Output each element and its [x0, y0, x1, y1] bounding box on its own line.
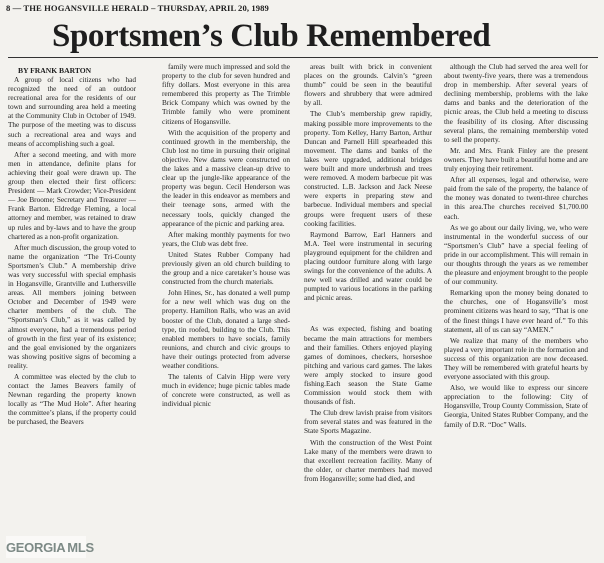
- watermark-name: GEORGIA: [6, 539, 66, 555]
- paragraph: Mr. and Mrs. Frank Finley are the present owners. They have built a beautiful home and are truly enjoying their retirement.: [444, 146, 588, 174]
- article-column-3: [304, 63, 432, 548]
- paragraph: A group of local citizens who had recognized the need of an outdoor recreational area for the residents of our town and surrounding area held a meeting at the Community Club in October of 1949. The purpose of the meeting was to discuss such a recreational area and ways and means of accomplishing such a goal.: [8, 76, 136, 148]
- paragraph: family were much impressed and sold the property to the club for seven hundred and fifty dollars. Most everyone in this area remembered this property as The Trimble Brick Company which was owned by the Trimble family who were prominent citizens of Hogansville.: [162, 63, 290, 126]
- paragraph: United States Rubber Company had previously given an old church building to the group and a nice caretaker’s house was constructed from the church materials.: [162, 250, 290, 287]
- paragraph: As we go about our daily living, we, who were instrumental in the wonderful success of our “Sportsmen’s Club” have a special feeling of pride in our accomplishment. This will remain in our thoughts through the years as we remember the pleasure and enjoyment brought to the people of our community.: [444, 223, 588, 287]
- paragraph: The Club drew lavish praise from visitors from several states and was featured in the State Sports Magazine.: [304, 409, 432, 436]
- headline: Sportsmen’s Club Remembered: [52, 18, 491, 54]
- paragraph: After much discussion, the group voted to name the organization “The Tri-County Sportsmen’s Club.” A membership drive was very successful with special emphasis in Hogansville, Grantville and Luthersville areas. All members joining between October and December of 1949 were charter members of the club. The “Sportsman’s Club,” as it was called by almost everyone, had a tremendous period of growth in the first year of its existence; and the goal envisioned by the organizers was showing positive signs of becoming a reality.: [8, 243, 136, 370]
- paragraph: areas built with brick in convenient places on the grounds. Calvin’s “green thumb” could be seen in the beautiful flowers and shrubbery that were admired by all.: [304, 63, 432, 108]
- headline-rule: [8, 57, 598, 58]
- paragraph: With the acquisition of the property and continued growth in the membership, the Club lost no time in pursuing their original objective. New dams were constructed on the lakes and a massive clean-up drive to clear up the jungle-like appearance of the property was begun. Cecil Henderson was the leader in this endeavor as members and their teenage sons, armed with the necessary tools, quickly changed the appearance of the picnic and parking area.: [162, 128, 290, 228]
- paragraph: Raymond Barrow, Earl Hanners and M.A. Teel were instrumental in securing playground equipment for the children and placing outdoor furniture along with large swings for the convenience of the adults. A new well was drilled and water could be pumpted to various locations in the parking and picnic areas.: [304, 230, 432, 303]
- georgia-mls-watermark: [6, 536, 94, 558]
- paragraph: although the Club had served the area well for about twenty-five years, there was a tremendous drop in membership. After several years of declining membership, problems with the lake dams and banks and the deterioration of the picnic areas, the Club held a meeting to discuss the feasibility of its closing. After discussing several plans, the remaining membership voted to sell the property.: [444, 63, 588, 144]
- column-gap: [304, 305, 432, 325]
- article-column-1: [8, 76, 136, 548]
- paragraph: Also, we would like to express our sincere appreciation to the following: City of Hogansville, Troup County Commission, State of Georgia, United States Rubber Company, and the family of D.R. “Doc” Walls.: [444, 384, 588, 429]
- paragraph: After all expenses, legal and otherwise, were paid from the sale of the property, the balance of the money was donated to twent-three churches in this area.The churches received $1,700.00 each.: [444, 176, 588, 221]
- byline: BY FRANK BARTON: [18, 66, 92, 75]
- watermark-suffix: MLS: [67, 539, 94, 555]
- paragraph: A committee was elected by the club to contact the James Beavers family of Newnan regarding the property known locally as “The Mud Hole”. After hearing the committee’s plans, if the property could be purchased, the Beavers: [8, 373, 136, 427]
- paragraph: Remarking upon the money being donated to the churches, one of Hogansville’s most prominent citizens was heard to say, “That is one of the finest things I have ever heard of.” To this statement, all of us can say “AMEN.”: [444, 289, 588, 334]
- paragraph: After making monthly payments for two years, the Club was debt free.: [162, 230, 290, 248]
- paragraph: We realize that many of the members who played a very important role in the formation and success of this organization are now deceased. They will be remembered with grateful hearts by everyone associated with this group.: [444, 336, 588, 382]
- paragraph: As was expected, fishing and boating became the main attractions for members and their families. Others enjoyed playing games of dominoes, checkers, horseshoe pitching and various card games. The lakes were amply stocked to insure good fishing.Each season the State Game Commission would stock them with thousands of fish.: [304, 325, 432, 407]
- article-column-4: [444, 63, 588, 548]
- paragraph: With the construction of the West Point Lake many of the members were drawn to that excellent recreation facility. Many of the older, or charter members had moved from Hogansville; some had died, and: [304, 438, 432, 483]
- page-header: 8 — THE HOGANSVILLE HERALD – THURSDAY, APRIL 20, 1989: [6, 3, 269, 13]
- article-column-2: [162, 63, 290, 548]
- paragraph: The Club’s membership grew rapidly, making possible more improvements to the property. Tom Kelley, Harry Barton, Arthur Duncan and Parnell Hill spearheaded this movement. The dams and banks of the lakes were upgraded, additional bridges were built and more underbrush and trees were removed. A modern barbecue pit was constructed. L.B. Jackson and Jack Neese were experts in preparing stew and barbecue. Individual members and special groups were frequent users of these cooking facilities.: [304, 110, 432, 228]
- paragraph: John Hines, Sr., has donated a well pump for a new well which was dug on the property. Hamilton Ralls, who was an avid booster of the Club, donated a large shed-type, tin roofed, building to the Club. This enabled members to have socials, family reunions, and church and civic groups to have their outings protected from adverse weather conditions.: [162, 289, 290, 370]
- paragraph: The talents of Calvin Hipp were very much in evidence; huge picnic tables made of concrete were constructed, as well as individual picnic: [162, 373, 290, 409]
- paragraph: After a second meeting, and with more men in attendance, definite plans for achieving their goal were drawn up. The group then elected their first officers: President — Mark Crowder; Vice-President — Joe Broome; Secretary and Treasurer — Frank Barton. Eldredge Fleming, a local attorney and member, was retained to draw up rules and by-laws and to have the group chartered as a non-profit organization.: [8, 150, 136, 241]
